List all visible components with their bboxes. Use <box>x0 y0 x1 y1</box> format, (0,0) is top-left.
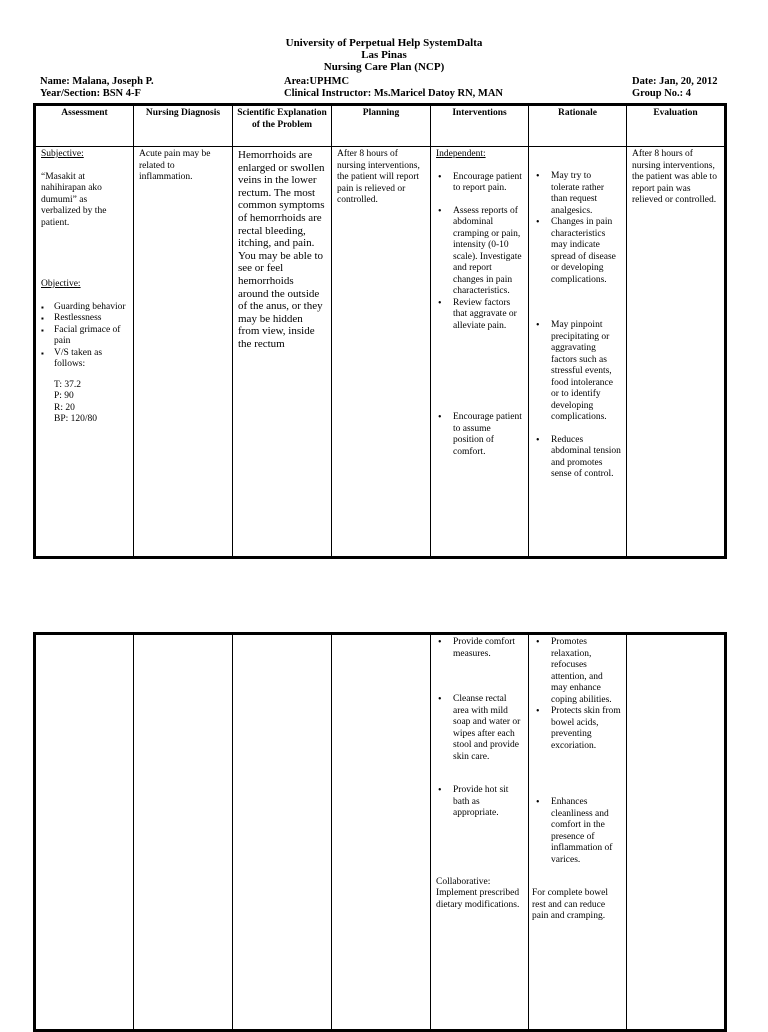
explanation-cell: Hemorrhoids are enlarged or swollen veins in the lower rectum. The most common symptoms of hemorrhoids are rectal bleeding, itching, and pain. You may be able to see or feel hemorrhoids around the outside of the anus, or they may be hidden from view, inside the rectum <box>233 147 332 558</box>
objective-label: Objective: <box>41 279 81 289</box>
year-section: Year/Section: BSN 4-F <box>40 88 141 99</box>
objective-list <box>41 302 128 371</box>
rationale-cell <box>529 634 627 1031</box>
university-title: University of Perpetual Help SystemDalta <box>285 37 483 49</box>
diagnosis-cell <box>134 634 233 1031</box>
table-header-row <box>35 105 726 147</box>
interventions-list <box>436 172 523 459</box>
date: Date: Jan, 20, 2012 <box>632 76 718 87</box>
list-item: • Enhances cleanliness and comfort in the presence of inflammation of varices. <box>551 797 621 866</box>
list-item: • Assess reports of abdominal cramping or pain, intensity (0-10 scale). Investigate and report changes in pain characteristics. <box>453 206 523 298</box>
col-interventions: Interventions <box>431 105 529 147</box>
area: Area:UPHMC <box>284 76 350 87</box>
rationale-list <box>534 171 621 481</box>
table-row <box>35 147 726 558</box>
interventions-cell <box>431 147 529 558</box>
col-diagnosis: Nursing Diagnosis <box>134 105 233 147</box>
subjective-label: Subjective: <box>41 149 84 159</box>
clinical-instructor: Clinical Instructor: Ms.Maricel Datoy RN, MAN <box>284 88 503 99</box>
assessment-cell <box>35 634 134 1031</box>
evaluation-cell <box>627 634 726 1031</box>
ncp-table-page2 <box>33 632 727 1032</box>
col-rationale: Rationale <box>529 105 627 147</box>
vital-blood-pressure: BP: 120/80 <box>54 414 98 424</box>
ncp-table-page1 <box>33 103 727 559</box>
vital-pulse: P: 90 <box>54 391 74 401</box>
table-row <box>35 634 726 1031</box>
col-planning: Planning <box>332 105 431 147</box>
rationale-cell <box>529 147 627 558</box>
vital-temperature: T: 37.2 <box>54 379 81 390</box>
location-title: Las Pinas <box>361 49 407 61</box>
planning-cell <box>332 634 431 1031</box>
document-title: Nursing Care Plan (NCP) <box>323 61 445 73</box>
list-item: • Provide comfort measures. <box>453 637 523 660</box>
list-item: • May pinpoint precipitating or aggravating factors such as stressful events, food intolerance or to identify developing complications. <box>551 320 621 424</box>
list-item: • Changes in pain characteristics may indicate spread of disease or developing complications. <box>551 217 621 286</box>
independent-label: Independent: <box>436 149 486 159</box>
group-number: Group No.: 4 <box>632 88 692 99</box>
list-item: ▪ Restlessness <box>54 313 128 325</box>
list-item: • Provide hot sit bath as appropriate. <box>453 785 523 820</box>
rationale-list <box>534 637 621 866</box>
assessment-cell <box>35 147 134 558</box>
collaborative-rationale: For complete bowel rest and can reduce pain and cramping. <box>532 888 608 921</box>
col-evaluation: Evaluation <box>627 105 726 147</box>
col-explanation: Scientific Explanation of the Problem <box>233 105 332 147</box>
diagnosis-cell: Acute pain may be related to inflammation. <box>134 147 233 558</box>
list-item: • May try to tolerate rather than request analgesics. <box>551 171 621 217</box>
collaborative-intervention: Collaborative: Implement prescribed dietary modifications. <box>436 876 520 910</box>
subjective-quote: “Masakit at nahihirapan ako dumumi” as verbalized by the patient. <box>41 171 107 228</box>
list-item: • Protects skin from bowel acids, preventing excoriation. <box>551 706 621 752</box>
list-item: • Promotes relaxation, refocuses attention, and may enhance coping abilities. <box>551 637 621 706</box>
evaluation-cell: After 8 hours of nursing interventions, the patient was able to report pain was relieved or controlled. <box>627 147 726 558</box>
interventions-list <box>436 637 523 820</box>
list-item: ▪ Facial grimace of pain <box>54 325 128 348</box>
interventions-cell <box>431 634 529 1031</box>
planning-cell: After 8 hours of nursing interventions, the patient will report pain is relieved or controlled. <box>332 147 431 558</box>
explanation-cell <box>233 634 332 1031</box>
list-item: • Encourage patient to report pain. <box>453 172 523 195</box>
col-assessment: Assessment <box>35 105 134 147</box>
list-item: • Review factors that aggravate or alleviate pain. <box>453 298 523 333</box>
student-name: Name: Malana, Joseph P. <box>40 76 154 87</box>
vital-respiration: R: 20 <box>54 402 75 413</box>
list-item: • Encourage patient to assume position of comfort. <box>453 412 523 458</box>
list-item: ▪ V/S taken as follows: <box>54 348 128 371</box>
list-item: • Reduces abdominal tension and promotes sense of control. <box>551 435 621 481</box>
list-item: • Cleanse rectal area with mild soap and water or wipes after each stool and provide skin care. <box>453 694 523 763</box>
list-item: ▪ Guarding behavior <box>54 302 128 314</box>
